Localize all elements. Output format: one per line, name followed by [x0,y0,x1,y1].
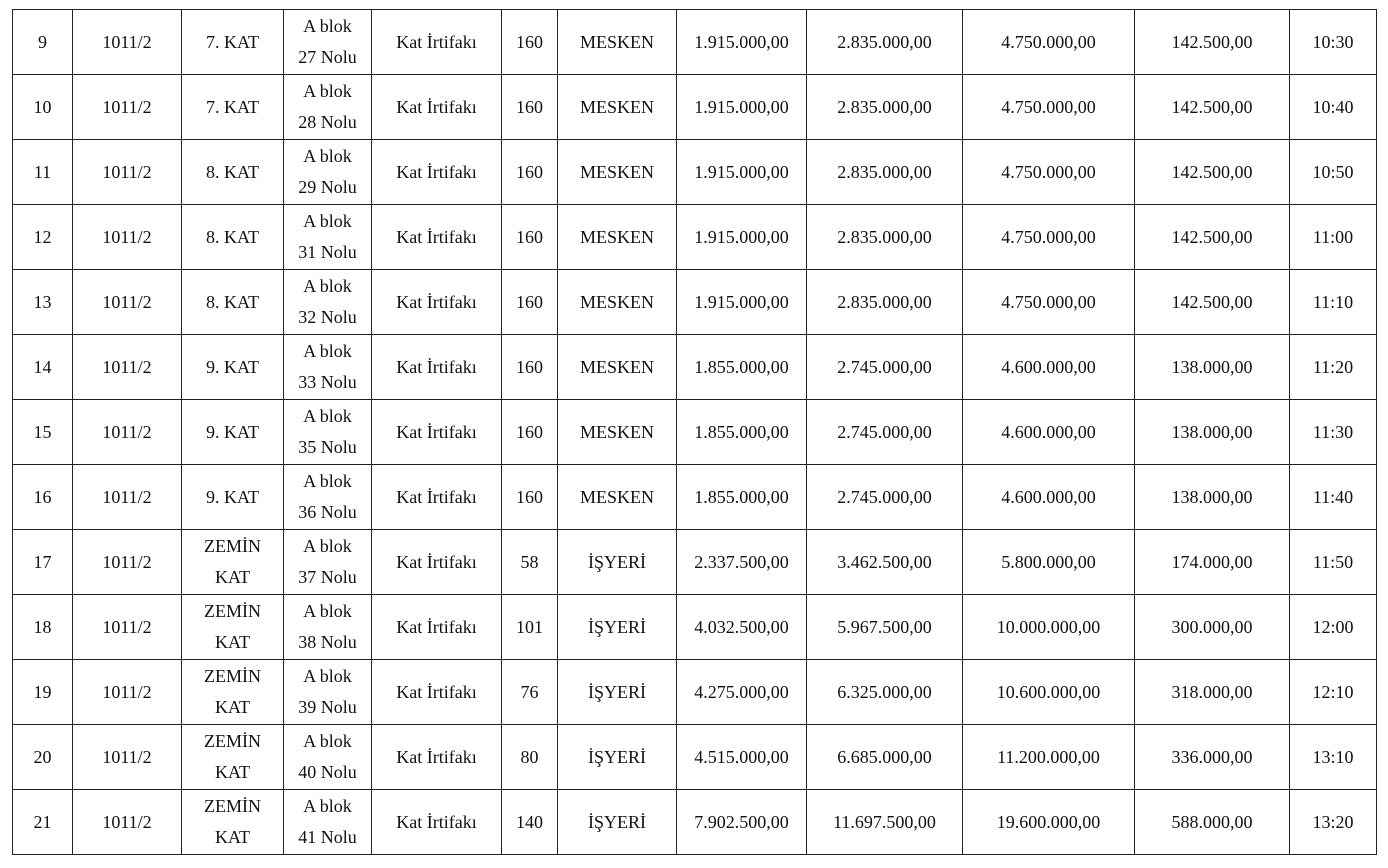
time-cell: 11:40 [1290,465,1377,530]
floor-cell [182,10,284,75]
block-unit-cell [284,335,372,400]
row-number-cell: 11 [13,140,73,205]
area-cell: 160 [502,335,558,400]
building-value-cell: 2.835.000,00 [807,205,963,270]
deposit-cell: 300.000,00 [1135,595,1290,660]
time-cell: 13:20 [1290,790,1377,855]
row-number-cell: 9 [13,10,73,75]
block-unit-cell [284,660,372,725]
parcel-cell: 1011/2 [73,790,182,855]
floor-line: 7. KAT [206,96,259,117]
usage-type-cell: MESKEN [558,140,677,205]
floor-cell [182,790,284,855]
area-cell: 160 [502,400,558,465]
floor-line: KAT [215,827,250,847]
total-value-cell: 4.600.000,00 [963,335,1135,400]
area-cell: 80 [502,725,558,790]
land-value-cell: 4.032.500,00 [677,595,807,660]
floor-cell [182,335,284,400]
land-value-cell: 7.902.500,00 [677,790,807,855]
usage-type-cell: MESKEN [558,465,677,530]
floor-cell [182,140,284,205]
area-cell: 76 [502,660,558,725]
building-value-cell: 3.462.500,00 [807,530,963,595]
block-unit-cell [284,205,372,270]
deposit-cell: 174.000,00 [1135,530,1290,595]
floor-line: ZEMİN [204,796,261,816]
block-unit-line: 33 Nolu [298,372,357,392]
total-value-cell: 5.800.000,00 [963,530,1135,595]
floor-line: ZEMİN [204,731,261,751]
block-unit-line: A blok [303,16,352,36]
row-number-cell: 15 [13,400,73,465]
usage-type-cell: MESKEN [558,75,677,140]
floor-cell [182,205,284,270]
area-cell: 58 [502,530,558,595]
deposit-cell: 142.500,00 [1135,75,1290,140]
parcel-cell: 1011/2 [73,75,182,140]
row-number-cell: 17 [13,530,73,595]
title-type-cell: Kat İrtifakı [372,595,502,660]
floor-cell [182,465,284,530]
floor-line: 9. KAT [206,356,259,377]
title-type-cell: Kat İrtifakı [372,270,502,335]
parcel-cell: 1011/2 [73,725,182,790]
block-unit-line: 40 Nolu [298,762,357,782]
floor-line: 8. KAT [206,161,259,182]
floor-line: KAT [215,567,250,587]
block-unit-line: 27 Nolu [298,47,357,67]
block-unit-cell [284,140,372,205]
deposit-cell: 142.500,00 [1135,10,1290,75]
building-value-cell: 6.685.000,00 [807,725,963,790]
area-cell: 160 [502,140,558,205]
building-value-cell: 2.835.000,00 [807,10,963,75]
table-row [13,790,1377,855]
title-type-cell: Kat İrtifakı [372,465,502,530]
block-unit-line: A blok [303,406,352,426]
table-row [13,725,1377,790]
parcel-cell: 1011/2 [73,530,182,595]
table-row [13,400,1377,465]
parcel-cell: 1011/2 [73,270,182,335]
usage-type-cell: İŞYERİ [558,660,677,725]
deposit-cell: 318.000,00 [1135,660,1290,725]
total-value-cell: 19.600.000,00 [963,790,1135,855]
deposit-cell: 142.500,00 [1135,270,1290,335]
title-type-cell: Kat İrtifakı [372,660,502,725]
land-value-cell: 2.337.500,00 [677,530,807,595]
title-type-cell: Kat İrtifakı [372,140,502,205]
area-cell: 160 [502,10,558,75]
block-unit-line: 29 Nolu [298,177,357,197]
deposit-cell: 142.500,00 [1135,205,1290,270]
block-unit-cell [284,790,372,855]
total-value-cell: 4.750.000,00 [963,140,1135,205]
deposit-cell: 138.000,00 [1135,465,1290,530]
parcel-cell: 1011/2 [73,595,182,660]
land-value-cell: 1.855.000,00 [677,465,807,530]
parcel-cell: 1011/2 [73,465,182,530]
time-cell: 10:40 [1290,75,1377,140]
block-unit-cell [284,725,372,790]
title-type-cell: Kat İrtifakı [372,790,502,855]
table-row [13,595,1377,660]
total-value-cell: 10.600.000,00 [963,660,1135,725]
land-value-cell: 1.915.000,00 [677,140,807,205]
building-value-cell: 11.697.500,00 [807,790,963,855]
deposit-cell: 336.000,00 [1135,725,1290,790]
title-type-cell: Kat İrtifakı [372,335,502,400]
time-cell: 10:50 [1290,140,1377,205]
floor-line: 9. KAT [206,421,259,442]
total-value-cell: 4.600.000,00 [963,465,1135,530]
deposit-cell: 138.000,00 [1135,400,1290,465]
deposit-cell: 138.000,00 [1135,335,1290,400]
usage-type-cell: İŞYERİ [558,530,677,595]
total-value-cell: 4.750.000,00 [963,205,1135,270]
floor-line: KAT [215,697,250,717]
row-number-cell: 18 [13,595,73,660]
auction-table [12,9,1377,855]
usage-type-cell: İŞYERİ [558,725,677,790]
table-row [13,205,1377,270]
time-cell: 11:10 [1290,270,1377,335]
title-type-cell: Kat İrtifakı [372,75,502,140]
floor-cell [182,595,284,660]
land-value-cell: 4.275.000,00 [677,660,807,725]
title-type-cell: Kat İrtifakı [372,10,502,75]
parcel-cell: 1011/2 [73,335,182,400]
time-cell: 11:00 [1290,205,1377,270]
table-row [13,270,1377,335]
floor-line: 9. KAT [206,486,259,507]
table-row [13,465,1377,530]
row-number-cell: 12 [13,205,73,270]
floor-line: ZEMİN [204,601,261,621]
usage-type-cell: MESKEN [558,270,677,335]
area-cell: 140 [502,790,558,855]
total-value-cell: 4.750.000,00 [963,270,1135,335]
land-value-cell: 1.855.000,00 [677,335,807,400]
block-unit-cell [284,530,372,595]
parcel-cell: 1011/2 [73,140,182,205]
block-unit-line: A blok [303,81,352,101]
block-unit-cell [284,270,372,335]
time-cell: 11:30 [1290,400,1377,465]
block-unit-line: 38 Nolu [298,632,357,652]
floor-cell [182,75,284,140]
title-type-cell: Kat İrtifakı [372,530,502,595]
building-value-cell: 2.835.000,00 [807,270,963,335]
block-unit-cell [284,465,372,530]
row-number-cell: 10 [13,75,73,140]
block-unit-line: 37 Nolu [298,567,357,587]
land-value-cell: 1.915.000,00 [677,10,807,75]
block-unit-line: A blok [303,146,352,166]
deposit-cell: 588.000,00 [1135,790,1290,855]
total-value-cell: 10.000.000,00 [963,595,1135,660]
block-unit-line: A blok [303,731,352,751]
table-row [13,530,1377,595]
floor-line: 7. KAT [206,31,259,52]
title-type-cell: Kat İrtifakı [372,725,502,790]
table-row [13,10,1377,75]
time-cell: 12:10 [1290,660,1377,725]
block-unit-line: A blok [303,341,352,361]
land-value-cell: 1.855.000,00 [677,400,807,465]
block-unit-cell [284,400,372,465]
area-cell: 101 [502,595,558,660]
block-unit-line: 32 Nolu [298,307,357,327]
row-number-cell: 14 [13,335,73,400]
area-cell: 160 [502,465,558,530]
total-value-cell: 4.750.000,00 [963,10,1135,75]
floor-cell [182,725,284,790]
floor-line: KAT [215,762,250,782]
building-value-cell: 2.745.000,00 [807,465,963,530]
building-value-cell: 2.745.000,00 [807,400,963,465]
block-unit-line: A blok [303,536,352,556]
building-value-cell: 6.325.000,00 [807,660,963,725]
floor-line: ZEMİN [204,666,261,686]
building-value-cell: 2.835.000,00 [807,140,963,205]
parcel-cell: 1011/2 [73,400,182,465]
land-value-cell: 4.515.000,00 [677,725,807,790]
block-unit-line: 31 Nolu [298,242,357,262]
land-value-cell: 1.915.000,00 [677,270,807,335]
usage-type-cell: MESKEN [558,400,677,465]
total-value-cell: 4.600.000,00 [963,400,1135,465]
floor-line: ZEMİN [204,536,261,556]
usage-type-cell: MESKEN [558,205,677,270]
floor-line: 8. KAT [206,291,259,312]
row-number-cell: 19 [13,660,73,725]
parcel-cell: 1011/2 [73,10,182,75]
block-unit-line: A blok [303,601,352,621]
block-unit-line: 35 Nolu [298,437,357,457]
title-type-cell: Kat İrtifakı [372,400,502,465]
total-value-cell: 4.750.000,00 [963,75,1135,140]
block-unit-line: A blok [303,276,352,296]
table-body [13,10,1377,855]
table-row [13,140,1377,205]
floor-cell [182,270,284,335]
row-number-cell: 16 [13,465,73,530]
time-cell: 11:50 [1290,530,1377,595]
row-number-cell: 13 [13,270,73,335]
title-type-cell: Kat İrtifakı [372,205,502,270]
usage-type-cell: MESKEN [558,335,677,400]
block-unit-cell [284,75,372,140]
row-number-cell: 20 [13,725,73,790]
usage-type-cell: MESKEN [558,10,677,75]
block-unit-cell [284,595,372,660]
block-unit-line: 41 Nolu [298,827,357,847]
table-row [13,335,1377,400]
block-unit-line: A blok [303,796,352,816]
building-value-cell: 2.745.000,00 [807,335,963,400]
block-unit-line: 36 Nolu [298,502,357,522]
time-cell: 10:30 [1290,10,1377,75]
area-cell: 160 [502,205,558,270]
land-value-cell: 1.915.000,00 [677,75,807,140]
area-cell: 160 [502,270,558,335]
block-unit-line: 39 Nolu [298,697,357,717]
time-cell: 11:20 [1290,335,1377,400]
usage-type-cell: İŞYERİ [558,595,677,660]
block-unit-cell [284,10,372,75]
land-value-cell: 1.915.000,00 [677,205,807,270]
block-unit-line: A blok [303,471,352,491]
building-value-cell: 5.967.500,00 [807,595,963,660]
time-cell: 12:00 [1290,595,1377,660]
parcel-cell: 1011/2 [73,660,182,725]
table-row [13,660,1377,725]
time-cell: 13:10 [1290,725,1377,790]
floor-cell [182,660,284,725]
row-number-cell: 21 [13,790,73,855]
area-cell: 160 [502,75,558,140]
block-unit-line: 28 Nolu [298,112,357,132]
usage-type-cell: İŞYERİ [558,790,677,855]
table-row [13,75,1377,140]
parcel-cell: 1011/2 [73,205,182,270]
floor-line: KAT [215,632,250,652]
floor-cell [182,530,284,595]
floor-line: 8. KAT [206,226,259,247]
block-unit-line: A blok [303,211,352,231]
floor-cell [182,400,284,465]
building-value-cell: 2.835.000,00 [807,75,963,140]
deposit-cell: 142.500,00 [1135,140,1290,205]
block-unit-line: A blok [303,666,352,686]
total-value-cell: 11.200.000,00 [963,725,1135,790]
